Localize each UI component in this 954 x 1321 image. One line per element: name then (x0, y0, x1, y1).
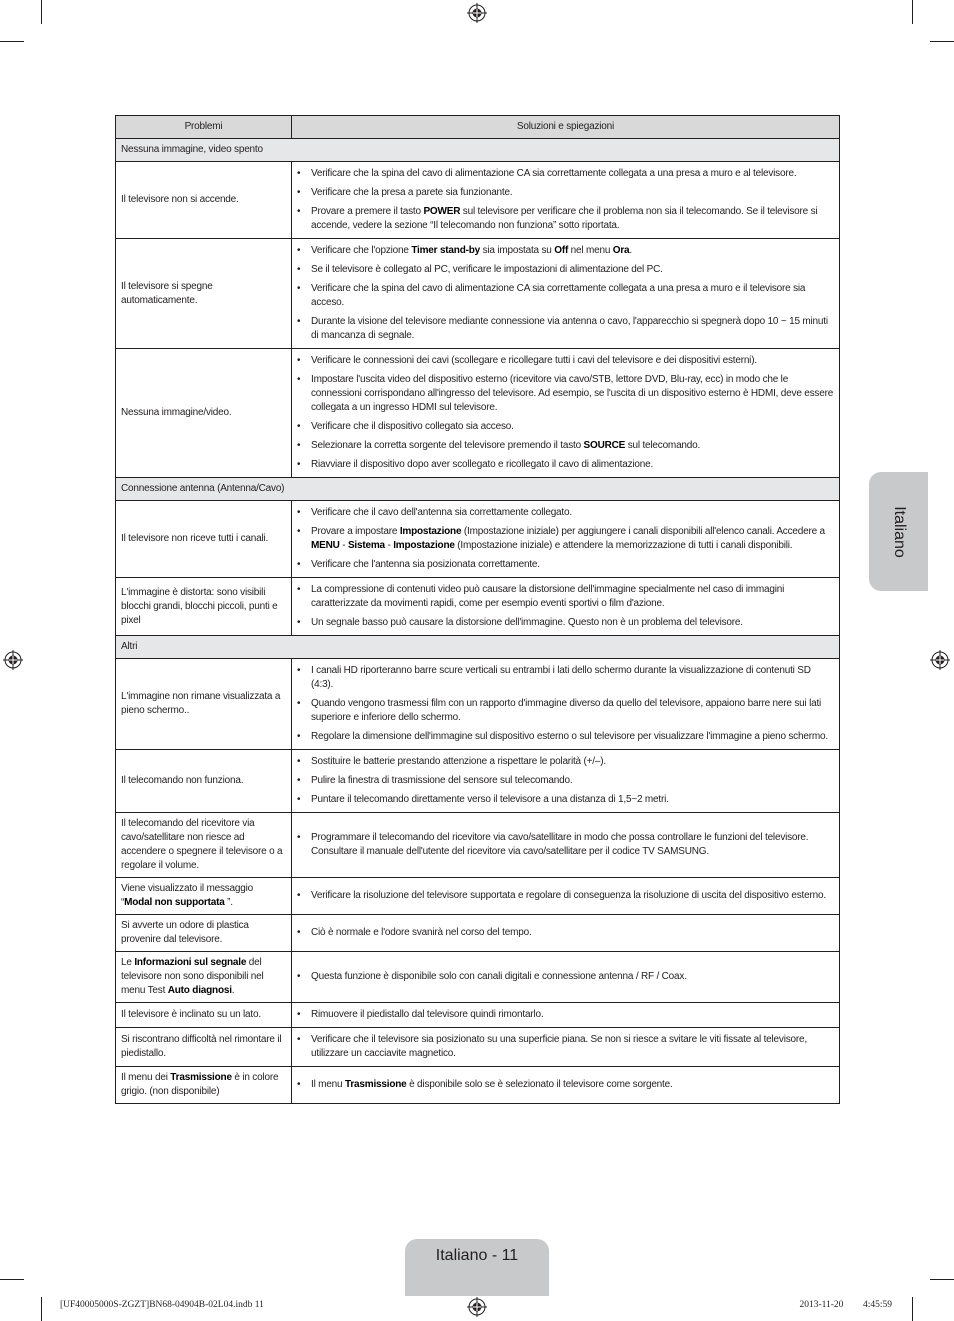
solutions-cell (292, 1028, 840, 1067)
language-side-tab-label: Italiano (890, 505, 908, 558)
crop-mark (0, 41, 24, 42)
solution-item: • Il menu Trasmissione è disponibile solo se è selezionato il televisore come sorgente. (311, 1078, 834, 1092)
problem-cell: Il televisore è inclinato su un lato. (116, 1003, 292, 1028)
problem-cell: L'immagine non rimane visualizzata a pieno schermo.. (116, 659, 292, 750)
solution-item: • Se il televisore è collegato al PC, verificare le impostazioni di alimentazione del PC. (311, 263, 834, 277)
crop-mark (41, 1297, 42, 1321)
problem-cell: Le Informazioni sul segnale del televisore non sono disponibili nel menu Test Auto diagnosi. (116, 952, 292, 1003)
solutions-list (311, 354, 834, 472)
footer-print-date: 2013-11-20 ￿￿ 4:45:59 (799, 1300, 892, 1310)
solutions-list (311, 1008, 834, 1022)
problem-cell: Viene visualizzato il messaggio “Modal non supportata ”. (116, 878, 292, 915)
table-row (116, 1067, 840, 1104)
section-title: Nessuna immagine, video spento (116, 139, 840, 162)
registration-mark-icon (930, 650, 950, 670)
problem-cell: Il televisore non si accende. (116, 162, 292, 239)
table-row (116, 239, 840, 349)
solution-item: • Un segnale basso può causare la distorsione dell'immagine. Questo non è un problema del televisore. (311, 616, 834, 630)
table-row (116, 952, 840, 1003)
solution-item: • Verificare la risoluzione del televisore supportata e regolare di conseguenza la risoluzione di uscita del dispositivo esterno. (311, 889, 834, 903)
header-solutions: Soluzioni e spiegazioni (292, 116, 840, 139)
problem-cell: Il menu dei Trasmissione è in colore grigio. (non disponibile) (116, 1067, 292, 1104)
problem-cell: Si avverte un odore di plastica provenire dal televisore. (116, 915, 292, 952)
problem-cell: Si riscontrano difficoltà nel rimontare il piedistallo. (116, 1028, 292, 1067)
solution-item: • Provare a premere il tasto POWER sul televisore per verificare che il problema non sia il telecomando. Se il televisore si accende, vedere la sezione “Il telecomando non funziona” sotto riportata. (311, 205, 834, 233)
table-row (116, 1003, 840, 1028)
table-row (116, 915, 840, 952)
solutions-cell (292, 813, 840, 878)
table-row (116, 578, 840, 636)
solutions-list (311, 1078, 834, 1092)
registration-mark-icon (467, 1297, 487, 1317)
problem-cell: Il telecomando del ricevitore via cavo/satellitare non riesce ad accendere o spegnere il televisore o a regolare il volume. (116, 813, 292, 878)
page-number-tab (405, 1239, 549, 1296)
solutions-cell (292, 1003, 840, 1028)
solutions-list (311, 970, 834, 984)
solution-item: • Pulire la finestra di trasmissione del sensore sul telecomando. (311, 774, 834, 788)
table-row (116, 659, 840, 750)
solution-item: • Selezionare la corretta sorgente del televisore premendo il tasto SOURCE sul telecomando. (311, 439, 834, 453)
crop-mark (930, 41, 954, 42)
page-number-label: Italiano - 11 (435, 1247, 519, 1264)
solutions-list (311, 167, 834, 233)
section-row (116, 636, 840, 659)
solutions-cell (292, 578, 840, 636)
section-title: Altri (116, 636, 840, 659)
solution-item: • Verificare che l'opzione Timer stand-by sia impostata su Off nel menu Ora. (311, 244, 834, 258)
solution-item: • Programmare il telecomando del ricevitore via cavo/satellitare in modo che possa controllare le funzioni del televisore. Consultare il manuale dell'utente del ricevitore via cavo/satellitare per il codice TV SAMSUNG. (311, 831, 834, 859)
solution-item: • Provare a impostare Impostazione (Impostazione iniziale) per aggiungere i canali disponibili all'elenco canali. Accedere a MENU - Sistema - Impostazione (Impostazione iniziale) e attendere la memorizzazione di tutti i canali disponibili. (311, 525, 834, 553)
table-row (116, 501, 840, 578)
problem-cell: Il televisore non riceve tutti i canali. (116, 501, 292, 578)
solutions-cell (292, 1067, 840, 1104)
solutions-list (311, 583, 834, 630)
crop-mark (0, 1279, 24, 1280)
problem-cell: Il televisore si spegne automaticamente. (116, 239, 292, 349)
solution-item: • Puntare il telecomando direttamente verso il televisore a una distanza di 1,5~2 metri. (311, 793, 834, 807)
solutions-list (311, 244, 834, 343)
crop-mark (912, 0, 913, 24)
solution-item: • Verificare che il televisore sia posizionato su una superficie piana. Se non si riesce a svitare le viti fissate al televisore, utilizzare un cacciavite magnetico. (311, 1033, 834, 1061)
footer-file-info: [UF40005000S-ZGZT]BN68-04904B-02L04.indb 11 (60, 1300, 264, 1310)
solutions-list (311, 926, 834, 940)
table-row (116, 349, 840, 478)
section-row (116, 139, 840, 162)
header-problems: Problemi (116, 116, 292, 139)
solutions-list (311, 889, 834, 903)
problem-cell: Il telecomando non funziona. (116, 750, 292, 813)
solutions-cell (292, 878, 840, 915)
solutions-list (311, 831, 834, 859)
solution-item: • Verificare che il dispositivo collegato sia acceso. (311, 420, 834, 434)
solution-item: • Ciò è normale e l'odore svanirà nel corso del tempo. (311, 926, 834, 940)
section-row (116, 478, 840, 501)
solution-item: • Riavviare il dispositivo dopo aver scollegato e ricollegato il cavo di alimentazione. (311, 458, 834, 472)
solution-item: • Durante la visione del televisore mediante connessione via antenna o cavo, l'apparecchio si spegnerà dopo 10 ~ 15 minuti di mancanza di segnale. (311, 315, 834, 343)
solution-item: • I canali HD riporteranno barre scure verticali su entrambi i lati dello schermo durante la visualizzazione di contenuti SD (4:3). (311, 664, 834, 692)
solutions-cell (292, 952, 840, 1003)
solution-item: • Regolare la dimensione dell'immagine sul dispositivo esterno o sul televisore per visualizzare l'immagine a pieno schermo. (311, 730, 834, 744)
crop-mark (912, 1297, 913, 1321)
solution-item: • Rimuovere il piedistallo dal televisore quindi rimontarlo. (311, 1008, 834, 1022)
crop-mark (41, 0, 42, 24)
solution-item: • Impostare l'uscita video del dispositivo esterno (ricevitore via cavo/STB, lettore DVD, Blu-ray, ecc) in modo che le connessioni corrispondano all'ingresso del televisore. Ad esempio, se l'uscita di un dispositivo esterno è HDMI, deve essere collegata a un ingresso HDMI sul televisore. (311, 373, 834, 415)
table-body (116, 139, 840, 1104)
table-row (116, 1028, 840, 1067)
solutions-list (311, 755, 834, 807)
troubleshooting-table (115, 115, 840, 1104)
solutions-cell (292, 750, 840, 813)
registration-mark-icon (3, 650, 23, 670)
solutions-cell (292, 659, 840, 750)
solution-item: • Verificare che il cavo dell'antenna sia correttamente collegato. (311, 506, 834, 520)
table-row (116, 813, 840, 878)
solution-item: • Verificare le connessioni dei cavi (scollegare e ricollegare tutti i cavi del televisore e dei dispositivi esterni). (311, 354, 834, 368)
solution-item: • Verificare che la spina del cavo di alimentazione CA sia correttamente collegata a una presa a muro e il televisore sia acceso. (311, 282, 834, 310)
registration-mark-icon (467, 3, 487, 23)
solution-item: • Quando vengono trasmessi film con un rapporto d'immagine diverso da quello del televisore, appaiono barre nere sui lati superiore e inferiore dello schermo. (311, 697, 834, 725)
crop-mark (930, 1279, 954, 1280)
solutions-cell (292, 915, 840, 952)
table-header-row (116, 116, 840, 139)
solution-item: • La compressione di contenuti video può causare la distorsione dell'immagine specialmente nel caso di immagini caratterizzate da movimenti rapidi, come per esempio eventi sportivi o film d'azione. (311, 583, 834, 611)
section-title: Connessione antenna (Antenna/Cavo) (116, 478, 840, 501)
problem-cell: Nessuna immagine/video. (116, 349, 292, 478)
solutions-list (311, 1033, 834, 1061)
solutions-cell (292, 349, 840, 478)
solution-item: • Sostituire le batterie prestando attenzione a rispettare le polarità (+/–). (311, 755, 834, 769)
solution-item: • Verificare che l'antenna sia posizionata correttamente. (311, 558, 834, 572)
solutions-list (311, 506, 834, 572)
table-row (116, 750, 840, 813)
table-row (116, 162, 840, 239)
solution-item: • Verificare che la presa a parete sia funzionante. (311, 186, 834, 200)
solution-item: • Questa funzione è disponibile solo con canali digitali e connessione antenna / RF / Coax. (311, 970, 834, 984)
problem-cell: L'immagine è distorta: sono visibili blocchi grandi, blocchi piccoli, punti e pixel (116, 578, 292, 636)
table-row (116, 878, 840, 915)
solutions-list (311, 664, 834, 744)
solution-item: • Verificare che la spina del cavo di alimentazione CA sia correttamente collegata a una presa a muro e al televisore. (311, 167, 834, 181)
solutions-cell (292, 501, 840, 578)
solutions-cell (292, 162, 840, 239)
solutions-cell (292, 239, 840, 349)
language-side-tab (869, 472, 928, 591)
